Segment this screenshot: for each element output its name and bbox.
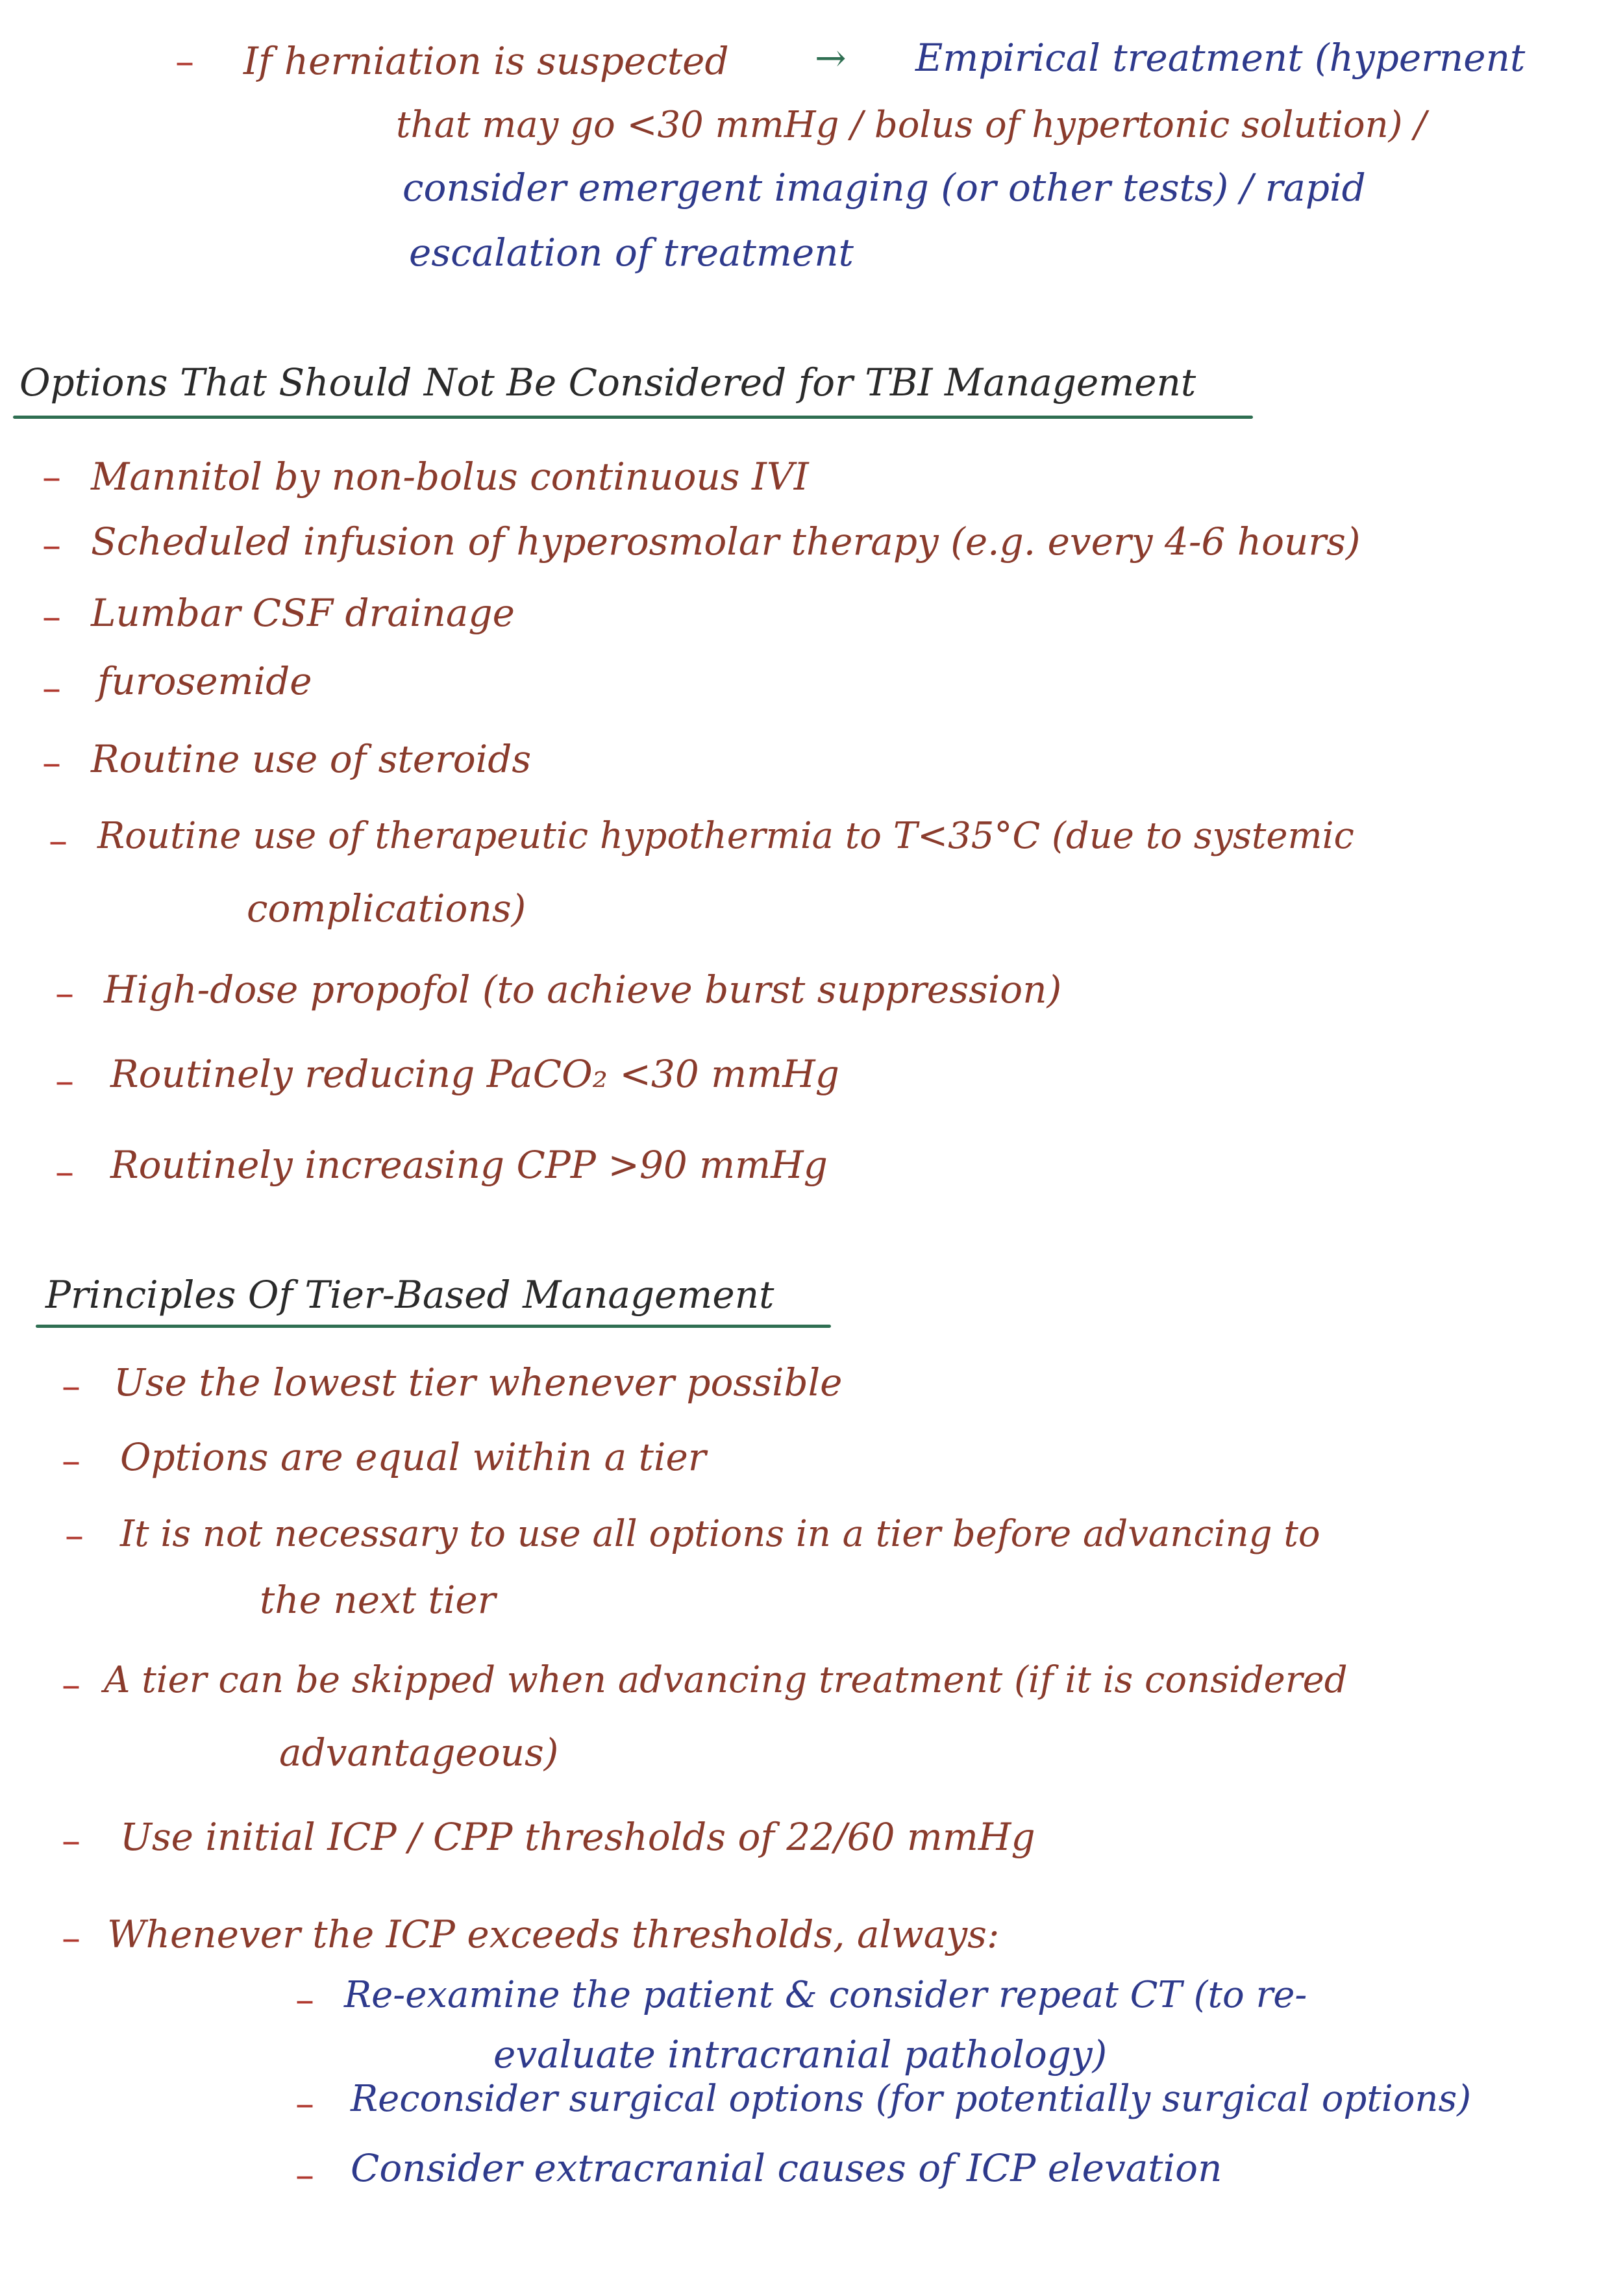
sub-list-item: Consider extracranial causes of ICP elevation bbox=[351, 2146, 1222, 2190]
bullet-dash: – bbox=[42, 666, 61, 710]
list-item: Use initial ICP / CPP thresholds of 22/60 mmHg bbox=[120, 1815, 1035, 1859]
sub-list-item: Re-examine the patient & consider repeat CT (to re- bbox=[344, 1974, 1307, 2016]
bullet-dash: – bbox=[62, 1662, 81, 1706]
list-item: Options are equal within a tier bbox=[120, 1435, 706, 1479]
list-item: Lumbar CSF drainage bbox=[91, 591, 515, 635]
list-item: Routine use of steroids bbox=[91, 737, 532, 781]
list-item: Routinely reducing PaCO₂ <30 mmHg bbox=[110, 1052, 839, 1096]
intro-line-3: consider emergent imaging (or other tests) / rapid bbox=[403, 166, 1366, 210]
sub-list-item-continuation: evaluate intracranial pathology) bbox=[493, 2032, 1108, 2077]
list-item: A tier can be skipped when advancing treatment (if it is considered bbox=[104, 1659, 1348, 1701]
list-item: Routinely increasing CPP >90 mmHg bbox=[110, 1143, 828, 1187]
list-item: It is not necessary to use all options in a tier before advancing to bbox=[120, 1513, 1320, 1555]
bullet-dash: – bbox=[42, 740, 61, 784]
bullet-dash: – bbox=[55, 971, 74, 1015]
bullet-dash: – bbox=[55, 1149, 74, 1193]
bullet-dash: – bbox=[42, 523, 61, 567]
bullet-dash: – bbox=[55, 1058, 74, 1103]
bullet-dash: – bbox=[295, 1977, 314, 2021]
bullet-dash: – bbox=[175, 39, 194, 83]
bullet-dash: – bbox=[65, 1513, 84, 1557]
bullet-dash: – bbox=[295, 2152, 314, 2197]
list-item: Routine use of therapeutic hypothermia to T<35°C (due to systemic bbox=[97, 815, 1354, 857]
sub-list-item: Reconsider surgical options (for potentially surgical options) bbox=[351, 2078, 1472, 2120]
bullet-dash: – bbox=[295, 2081, 314, 2125]
section-heading: Options That Should Not Be Considered for TBI Management bbox=[19, 360, 1196, 405]
intro-line-1a: If herniation is suspected bbox=[243, 39, 729, 83]
list-item: Whenever the ICP exceeds thresholds, always: bbox=[107, 1912, 1000, 1956]
intro-line-1b: Empirical treatment (hypernent bbox=[915, 36, 1526, 80]
list-item-continuation: advantageous) bbox=[279, 1730, 559, 1775]
arrow-icon: → bbox=[815, 36, 847, 80]
intro-line-4: escalation of treatment bbox=[409, 231, 854, 275]
intro-line-2: that may go <30 mmHg / bolus of hypertonic solution) / bbox=[396, 104, 1427, 146]
bullet-dash: – bbox=[62, 1438, 81, 1482]
bullet-dash: – bbox=[49, 818, 68, 862]
heading-underline bbox=[13, 416, 1253, 419]
list-item: Scheduled infusion of hyperosmolar therapy (e.g. every 4-6 hours) bbox=[91, 519, 1361, 564]
list-item: Use the lowest tier whenever possible bbox=[114, 1360, 843, 1404]
list-item-continuation: the next tier bbox=[260, 1578, 496, 1622]
bullet-dash: – bbox=[42, 455, 61, 499]
list-item-continuation: complications) bbox=[247, 886, 527, 930]
bullet-dash: – bbox=[62, 1915, 81, 1960]
bullet-dash: – bbox=[62, 1364, 81, 1408]
list-item: High-dose propofol (to achieve burst suppression) bbox=[104, 967, 1062, 1012]
list-item: furosemide bbox=[97, 659, 312, 703]
list-item: Mannitol by non-bolus continuous IVI bbox=[91, 455, 809, 499]
bullet-dash: – bbox=[62, 1818, 81, 1862]
bullet-dash: – bbox=[42, 594, 61, 638]
section-heading: Principles Of Tier-Based Management bbox=[45, 1273, 774, 1317]
heading-underline bbox=[36, 1325, 831, 1328]
